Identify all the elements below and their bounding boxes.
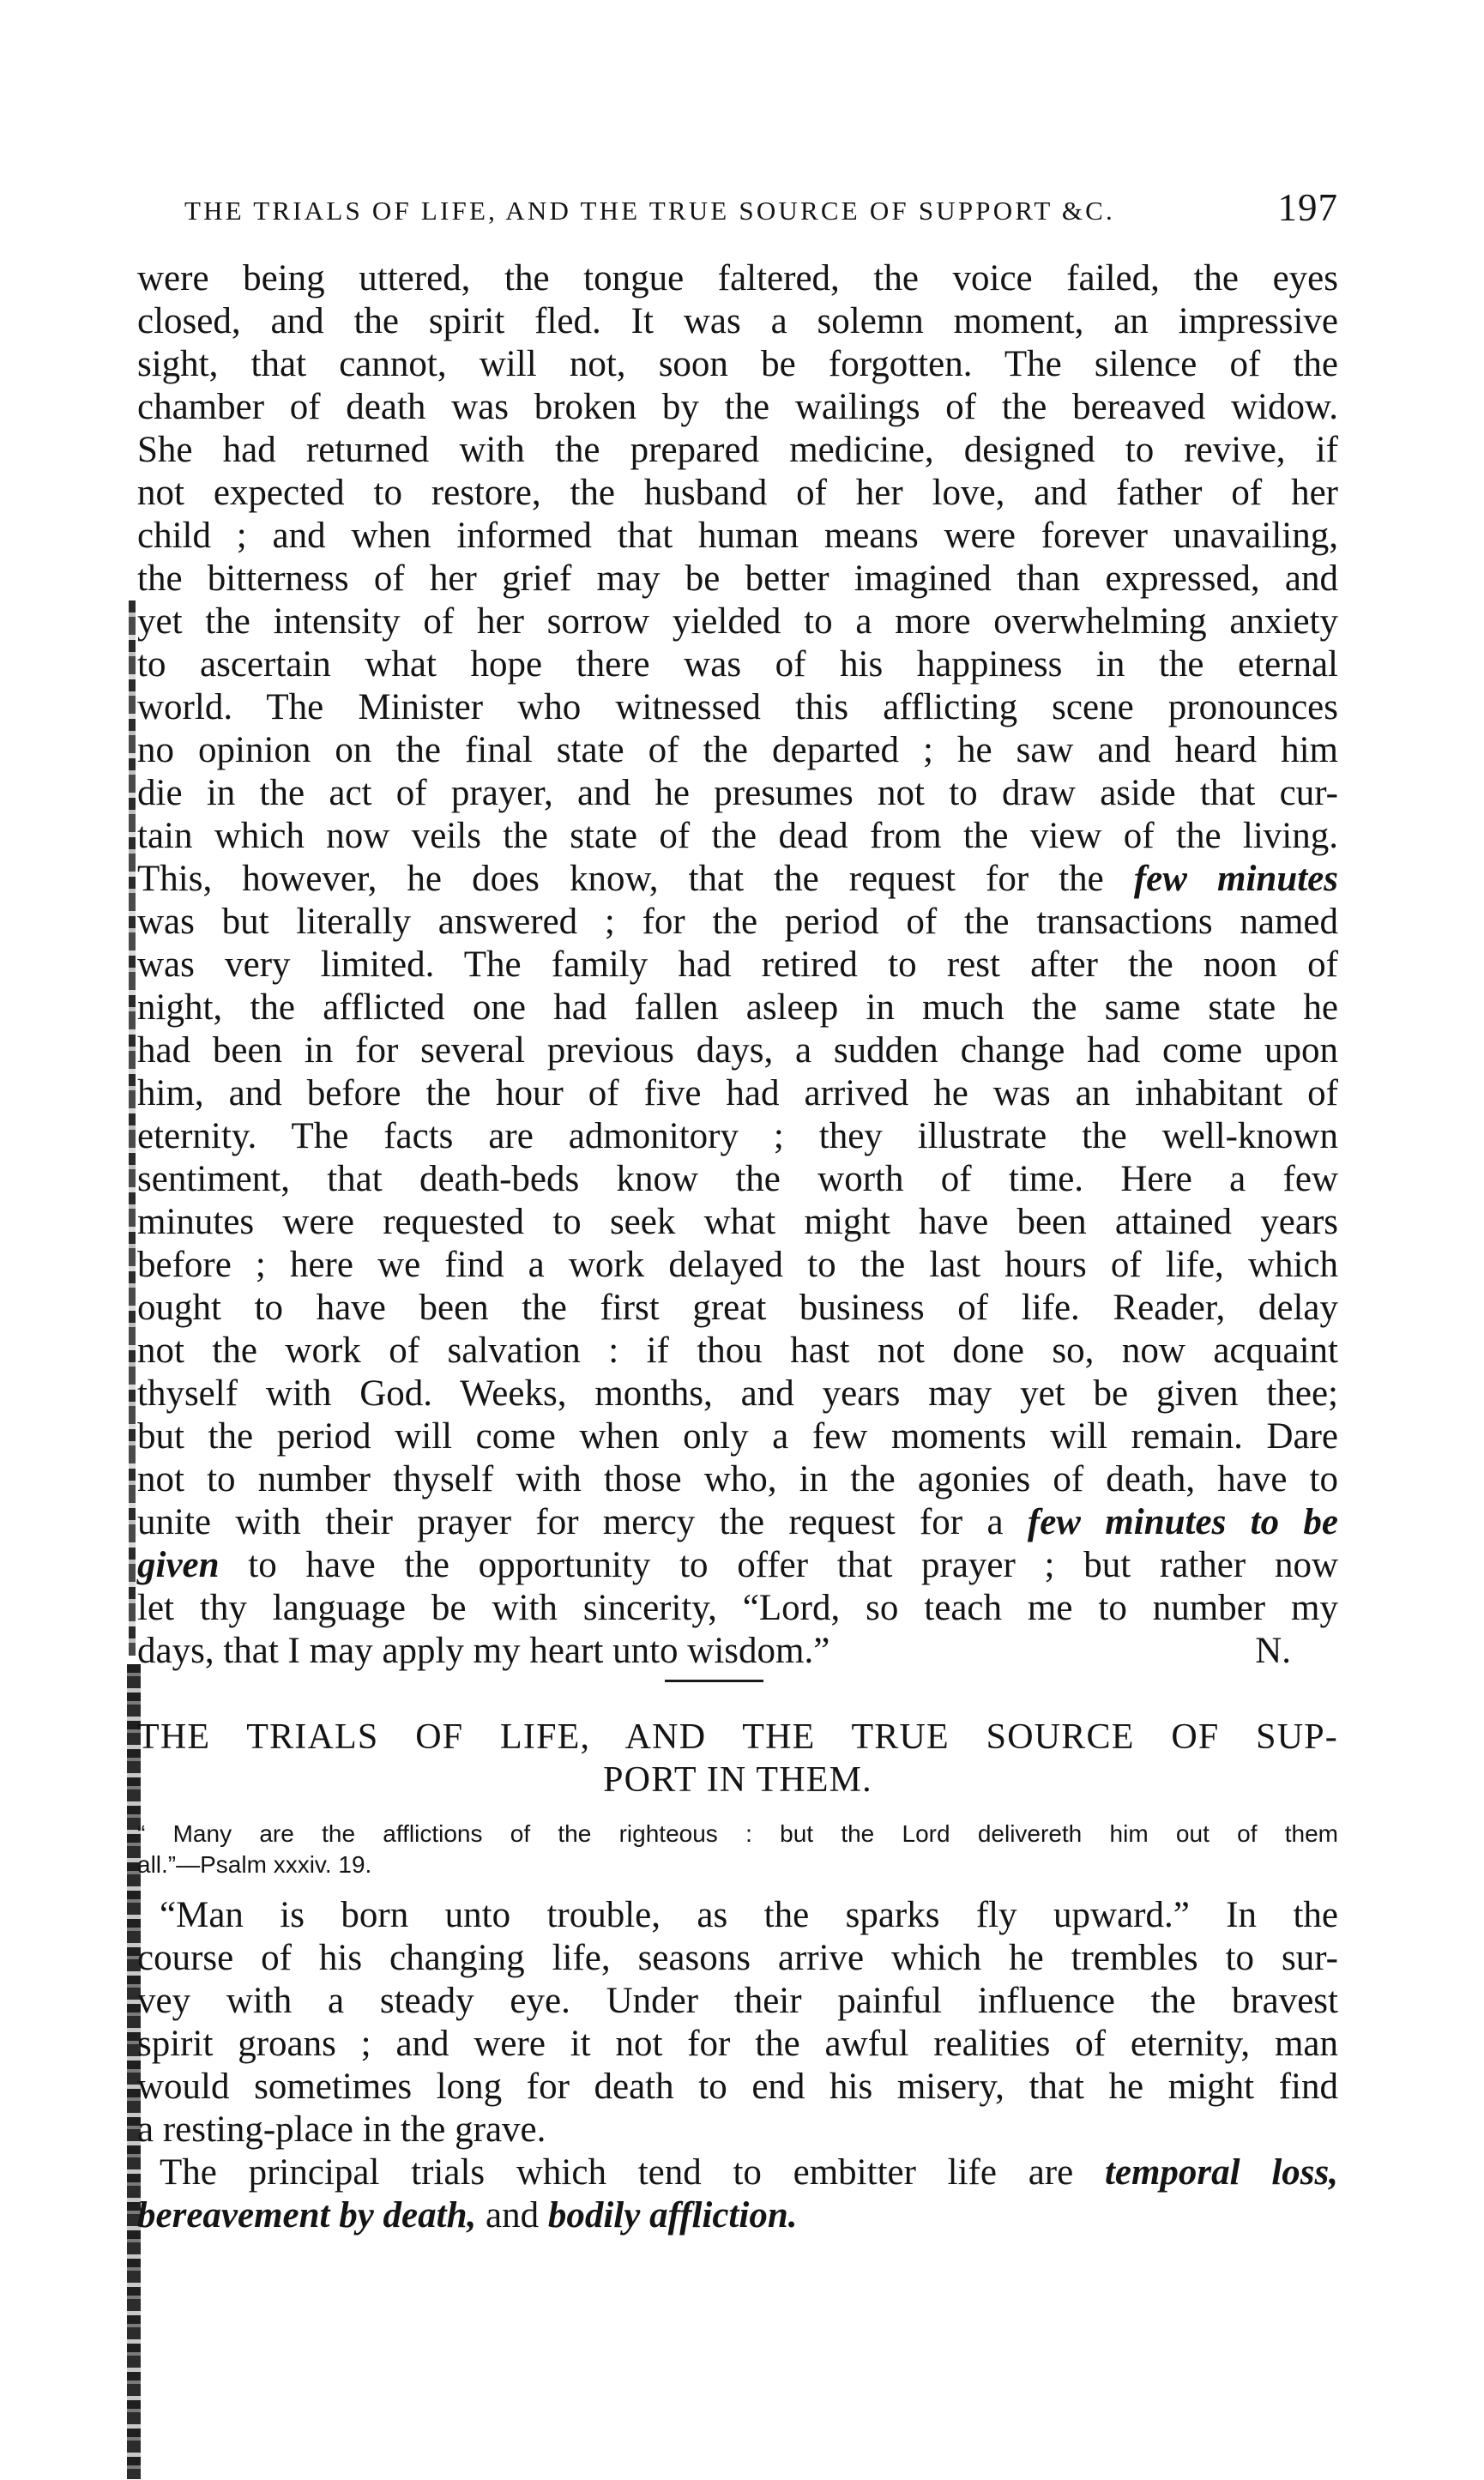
author-signature: N. [1255,1631,1291,1671]
body-line: thyself with God. Weeks, months, and years may yet be given thee; [137,1373,1338,1414]
epigraph: “ Many are the afflictions of the righteous : but the Lord delivereth him out of them [137,1820,1338,1847]
body-line: minutes were requested to seek what might have been attained years [137,1202,1338,1242]
body-line: She had returned with the prepared medicine, designed to revive, if [137,430,1338,470]
body-line: die in the act of prayer, and he presumes not to draw aside that cur- [137,773,1338,813]
body-line: closed, and the spirit fled. It was a solemn moment, an impressive [137,301,1338,341]
body-line: yet the intensity of her sorrow yielded to a more overwhelming anxiety [137,601,1338,642]
body-line: ought to have been the first great business of life. Reader, delay [137,1288,1338,1328]
article-heading: THE TRIALS OF LIFE, AND THE TRUE SOURCE OF SUP- [137,1717,1338,1757]
body-line: tain which now veils the state of the dead from the view of the living. [137,816,1338,856]
italic-phrase: temporal loss, [1104,2152,1338,2193]
body-line: eternity. The facts are admonitory ; they illustrate the well-known [137,1116,1338,1156]
body-line: before ; here we find a work delayed to the last hours of life, which [137,1245,1338,1285]
body-line: night, the afflicted one had fallen asleep in much the same state he [137,987,1338,1028]
italic-phrase: few minutes [1133,859,1338,899]
body-line: let thy language be with sincerity, “Lord, so teach me to number my [137,1588,1338,1628]
body-line: the bitterness of her grief may be better imagined than expressed, and [137,558,1338,599]
body-line [137,1501,1338,1544]
page-number: 197 [1277,186,1338,229]
body-line: to ascertain what hope there was of his happiness in the eternal [137,644,1338,685]
body-line [137,858,1338,901]
body-line: world. The Minister who witnessed this afflicting scene pronounces [137,687,1338,727]
body-line: was very limited. The family had retired to rest after the noon of [137,944,1338,985]
article-line [137,2151,1338,2194]
italic-phrase: bodily affliction. [547,2195,798,2236]
body-line: was but literally answered ; for the period of the transactions named [137,902,1338,942]
body-line: no opinion on the final state of the departed ; he saw and heard him [137,730,1338,770]
epigraph-citation: all.”—Psalm xxxiv. 19. [137,1851,372,1878]
body-line: not the work of salvation : if thou hast not done so, now acquaint [137,1331,1338,1371]
body-line-text: to have the opportunity to offer that prayer ; but rather now [219,1545,1338,1585]
body-line: not to number thyself with those who, in the agonies of death, have to [137,1459,1338,1499]
body-line [137,1544,1338,1587]
italic-phrase: given [137,1545,220,1585]
body-line: sight, that cannot, will not, soon be forgotten. The silence of the [137,344,1338,384]
article-line-text: and [476,2195,548,2236]
article-line: would sometimes long for death to end his misery, that he might find [137,2067,1338,2107]
body-line: but the period will come when only a few moments will remain. Dare [137,1416,1338,1457]
article-line: a resting-place in the grave. [137,2109,546,2150]
body-line: chamber of death was broken by the wailings of the bereaved widow. [137,387,1338,427]
body-line: had been in for several previous days, a sudden change had come upon [137,1030,1338,1071]
running-head [184,185,1338,238]
body-line: child ; and when informed that human means were forever unavailing, [137,516,1338,556]
article-line: course of his changing life, seasons arrive which he trembles to sur- [137,1938,1338,1978]
article-line: spirit groans ; and were it not for the awful realities of eternity, man [137,2024,1338,2064]
article-line: “Man is born unto trouble, as the sparks fly upward.” In the [160,1895,1338,1935]
body-line: sentiment, that death-beds know the worth of time. Here a few [137,1159,1338,1199]
binding-shadow [129,600,136,1656]
body-line: were being uttered, the tongue faltered, the voice failed, the eyes [137,258,1338,299]
closing-line [137,1630,1338,1673]
article-line [137,2194,1338,2237]
body-line-text: This, however, he does know, that the request for the [137,859,1134,899]
section-divider [665,1680,763,1682]
article-line: vey with a steady eye. Under their painful influence the bravest [137,1981,1338,2021]
body-line: not expected to restore, the husband of her love, and father of her [137,473,1338,513]
closing-text: days, that I may apply my heart unto wisdom.” [137,1631,830,1671]
article-line-text: The principal trials which tend to embitter life are [160,2152,1105,2193]
running-title: THE TRIALS OF LIFE, AND THE TRUE SOURCE OF SUPPORT &C. [184,196,1115,226]
italic-phrase: few minutes to be [1027,1502,1338,1542]
body-line: him, and before the hour of five had arrived he was an inhabitant of [137,1073,1338,1113]
italic-phrase: bereavement by death, [137,2195,477,2236]
article-heading-continued: PORT IN THEM. [603,1760,872,1800]
body-line-text: unite with their prayer for mercy the request for a [137,1502,1028,1542]
